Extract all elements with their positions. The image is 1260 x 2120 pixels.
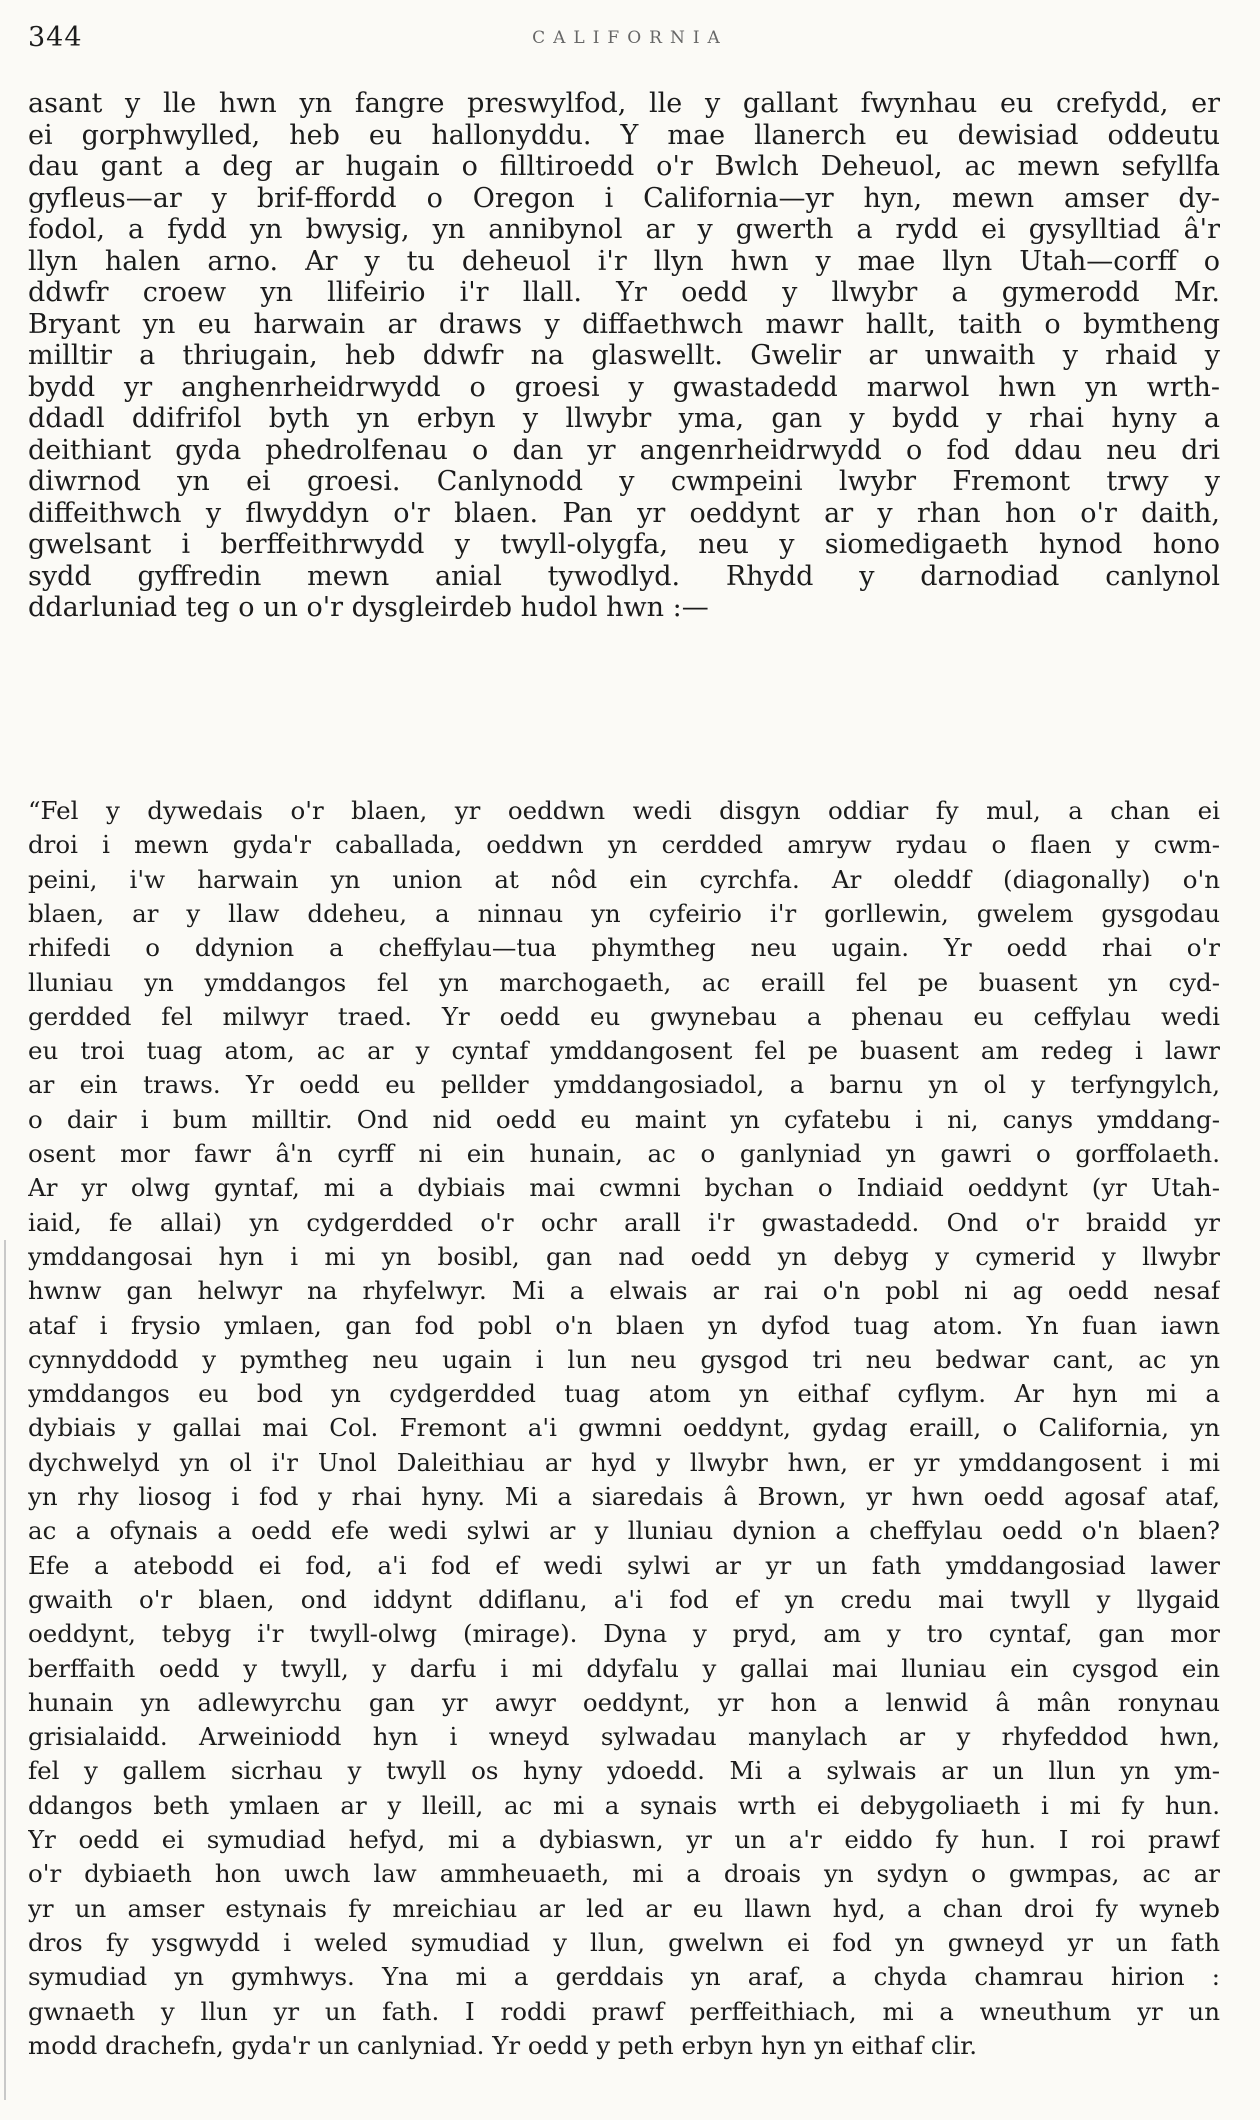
- intro-text-line: Bryant yn eu harwain ar draws y diffaethwch mawr hallt, taith o bymtheng: [28, 308, 1220, 340]
- quote-text-line: yr un amser estynais fy mreichiau ar led ar eu llawn hyd, a chan droi fy wyneb: [28, 1893, 1220, 1923]
- quote-text-line: oeddynt, tebyg i'r twyll-olwg (mirage). Dyna y pryd, am y tro cyntaf, gan mor: [28, 1619, 1220, 1649]
- quote-text-line: iaid, fe allai) yn cydgerdded o'r ochr arall i'r gwastadedd. Ond o'r braidd yr: [28, 1207, 1220, 1237]
- intro-text-line: ei gorphwylled, heb eu hallonyddu. Y mae llanerch eu dewisiad oddeutu: [28, 119, 1220, 151]
- quote-text-line: ataf i frysio ymlaen, gan fod pobl o'n blaen yn dyfod tuag atom. Yn fuan iawn: [28, 1310, 1220, 1340]
- quote-text-line: ar ein traws. Yr oedd eu pellder ymddangosiadol, a barnu yn ol y terfyngylch,: [28, 1070, 1220, 1100]
- quote-text-line: dychwelyd yn ol i'r Unol Daleithiau ar hyd y llwybr hwn, er yr ymddangosent i mi: [28, 1447, 1220, 1477]
- quote-text-line: eu troi tuag atom, ac ar y cyntaf ymddangosent fel pe buasent am redeg i lawr: [28, 1036, 1220, 1066]
- quote-text-line: gwnaeth y llun yr un fath. I roddi prawf perffeithiach, mi a wneuthum yr un: [28, 1996, 1220, 2026]
- quote-text-line: ddangos beth ymlaen ar y lleill, ac mi a synais wrth ei debygoliaeth i mi fy hun.: [28, 1790, 1220, 1820]
- quote-text-line: droi i mewn gyda'r caballada, oeddwn yn cerdded amryw rydau o flaen y cwm-: [28, 830, 1220, 860]
- quote-text-line: ymddangos eu bod yn cydgerdded tuag atom yn eithaf cyflym. Ar hyn mi a: [28, 1379, 1220, 1409]
- intro-text-line: gyfleus—ar y brif-ffordd o Oregon i California—yr hyn, mewn amser dy-: [28, 182, 1220, 214]
- quote-text-line: fel y gallem sicrhau y twyll os hyny ydoedd. Mi a sylwais ar un llun yn ym-: [28, 1756, 1220, 1786]
- intro-text-line: gwelsant i berffeithrwydd y twyll-olygfa, neu y siomedigaeth hynod hono: [28, 529, 1220, 560]
- quote-text-line: “Fel y dywedais o'r blaen, yr oeddwn wedi disgyn oddiar fy mul, a chan ei: [28, 796, 1220, 825]
- intro-text-line: deithiant gyda phedrolfenau o dan yr angenrheidrwydd o fod ddau neu dri: [28, 434, 1220, 466]
- intro-text-line: diwrnod yn ei groesi. Canlynodd y cwmpeini lwybr Fremont trwy y: [28, 466, 1220, 497]
- quote-text-line: dros fy ysgwydd i weled symudiad y llun, gwelwn ei fod yn gwneyd yr un fath: [28, 1927, 1220, 1957]
- quote-text-line: grisialaidd. Arweiniodd hyn i wneyd sylwadau manylach ar y rhyfeddod hwn,: [28, 1722, 1220, 1752]
- intro-text-line: sydd gyffredin mewn anial tywodlyd. Rhydd y darnodiad canlynol: [28, 560, 1220, 592]
- quote-text-line: hwnw gan helwyr na rhyfelwyr. Mi a elwais ar rai o'n pobl ni ag oedd nesaf: [28, 1276, 1220, 1306]
- quote-text-line: Efe a atebodd ei fod, a'i fod ef wedi sylwi ar yr un fath ymddangosiad lawer: [28, 1550, 1220, 1580]
- quote-text-line: symudiad yn gymhwys. Yna mi a gerddais yn araf, a chyda chamrau hirion :: [28, 1962, 1220, 1992]
- quote-text-line: modd drachefn, gyda'r un canlyniad. Yr oedd y peth erbyn hyn yn eithaf clir.: [28, 2030, 978, 2060]
- intro-text-line: fodol, a fydd yn bwysig, yn annibynol ar y gwerth a rydd ei gysylltiad â'r: [28, 214, 1220, 245]
- quote-text-line: cynnyddodd y pymtheg neu ugain i lun neu gysgod tri neu bedwar cant, ac yn: [28, 1344, 1220, 1374]
- quote-text-line: hunain yn adlewyrchu gan yr awyr oeddynt, yr hon a lenwid â mân ronynau: [28, 1687, 1220, 1717]
- intro-text-line: milltir a thriugain, heb ddwfr na glaswellt. Gwelir ar unwaith y rhaid y: [28, 340, 1220, 371]
- quote-text-line: o'r dybiaeth hon uwch law ammheuaeth, mi a droais yn sydyn o gwmpas, ac ar: [28, 1859, 1220, 1889]
- quote-text-line: lluniau yn ymddangos fel yn marchogaeth, ac eraill fel pe buasent yn cyd-: [28, 967, 1220, 997]
- quote-text-line: dybiais y gallai mai Col. Fremont a'i gwmni oeddynt, gydag eraill, o California, yn: [28, 1413, 1220, 1443]
- quote-text-line: gerdded fel milwyr traed. Yr oedd eu gwynebau a phenau eu ceffylau wedi: [28, 1001, 1220, 1031]
- intro-text-line: ddwfr croew yn llifeirio i'r llall. Yr oedd y llwybr a gymerodd Mr.: [28, 277, 1220, 308]
- quote-text-line: rhifedi o ddynion a cheffylau—tua phymtheg neu ugain. Yr oedd rhai o'r: [28, 933, 1220, 963]
- quote-text-line: yn rhy liosog i fod y rhai hyny. Mi a siaredais â Brown, yr hwn oedd agosaf ataf,: [28, 1482, 1220, 1511]
- intro-text-line: ddadl ddifrifol byth yn erbyn y llwybr yma, gan y bydd y rhai hyny a: [28, 403, 1220, 434]
- running-title: CALIFORNIA: [532, 28, 728, 48]
- quote-text-line: berffaith oedd y twyll, y darfu i mi ddyfalu y gallai mai lluniau ein cysgod ein: [28, 1653, 1220, 1683]
- margin-rule: [4, 1240, 6, 2100]
- quote-text-line: ymddangosai hyn i mi yn bosibl, gan nad oedd yn debyg y cymerid y llwybr: [28, 1241, 1220, 1271]
- page-number: 344: [28, 22, 83, 53]
- quote-text-line: ac a ofynais a oedd efe wedi sylwi ar y lluniau dynion a cheffylau oedd o'n blaen?: [28, 1516, 1220, 1546]
- intro-text-line: dau gant a deg ar hugain o filltiroedd o'r Bwlch Deheuol, ac mewn sefyllfa: [28, 151, 1220, 182]
- intro-text-line: ddarluniad teg o un o'r dysgleirdeb hudol hwn :—: [28, 592, 709, 623]
- quote-text-line: osent mor fawr â'n cyrff ni ein hunain, ac o ganlyniad yn gawri o gorffolaeth.: [28, 1139, 1220, 1168]
- quote-text-line: gwaith o'r blaen, ond iddynt ddiflanu, a'i fod ef yn credu mai twyll y llygaid: [28, 1584, 1220, 1614]
- quote-text-line: Yr oedd ei symudiad hefyd, mi a dybiaswn, yr un a'r eiddo fy hun. I roi prawf: [28, 1825, 1220, 1854]
- quote-text-line: Ar yr olwg gyntaf, mi a dybiais mai cwmni bychan o Indiaid oeddynt (yr Utah-: [28, 1173, 1220, 1203]
- intro-text-line: asant y lle hwn yn fangre preswylfod, lle y gallant fwynhau eu crefydd, er: [28, 88, 1220, 119]
- quote-text-line: peini, i'w harwain yn union at nôd ein cyrchfa. Ar oleddf (diagonally) o'n: [28, 864, 1220, 894]
- quote-text-line: o dair i bum milltir. Ond nid oedd eu maint yn cyfatebu i ni, canys ymddang-: [28, 1104, 1220, 1134]
- intro-text-line: diffeithwch y flwyddyn o'r blaen. Pan yr oeddynt ar y rhan hon o'r daith,: [28, 497, 1220, 529]
- quote-text-line: blaen, ar y llaw ddeheu, a ninnau yn cyfeirio i'r gorllewin, gwelem gysgodau: [28, 898, 1220, 928]
- intro-text-line: bydd yr anghenrheidrwydd o groesi y gwastadedd marwol hwn yn wrth-: [28, 371, 1220, 403]
- intro-text-line: llyn halen arno. Ar y tu deheuol i'r llyn hwn y mae llyn Utah—corff o: [28, 245, 1220, 277]
